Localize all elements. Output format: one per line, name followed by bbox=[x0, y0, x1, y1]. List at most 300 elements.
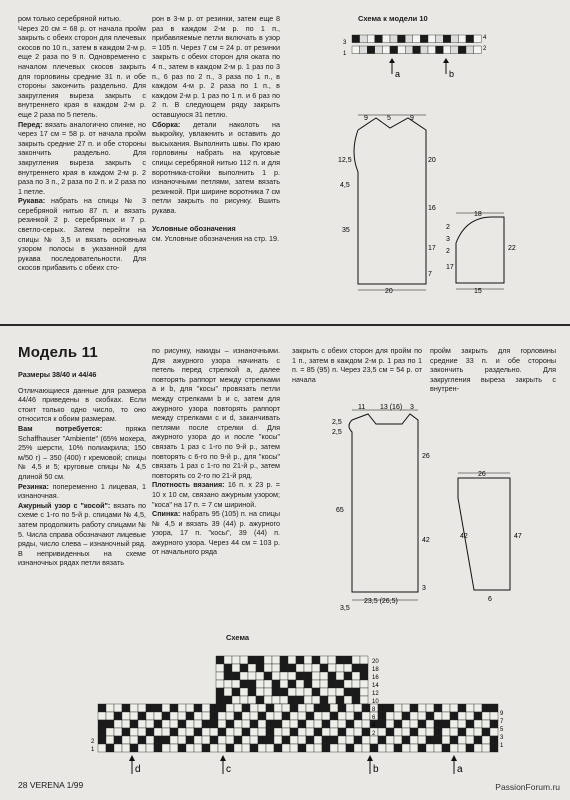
label: Условные обозначения bbox=[152, 224, 236, 234]
label: Ажурный узор с "косой": bbox=[18, 500, 111, 510]
chart-cell bbox=[336, 656, 344, 664]
chart-cell bbox=[474, 720, 482, 728]
dim-label: 2,5 bbox=[332, 429, 342, 436]
section-divider bbox=[0, 324, 570, 326]
chart-cell bbox=[178, 728, 186, 736]
chart-cell bbox=[216, 672, 224, 680]
chart-cell bbox=[482, 712, 490, 720]
label: Спинка: bbox=[152, 509, 181, 519]
chart-cell bbox=[382, 46, 390, 54]
chart-cell bbox=[336, 696, 344, 704]
chart-cell bbox=[354, 736, 362, 744]
chart-cell bbox=[232, 672, 240, 680]
arrow-label: a bbox=[395, 69, 401, 79]
chart-cell bbox=[258, 720, 266, 728]
chart-cell bbox=[354, 704, 362, 712]
chart-cell bbox=[344, 680, 352, 688]
chart-cell bbox=[344, 664, 352, 672]
chart-cell bbox=[482, 728, 490, 736]
chart-cell bbox=[330, 744, 338, 752]
chart-cell bbox=[130, 736, 138, 744]
chart-cell bbox=[146, 728, 154, 736]
chart-cell bbox=[490, 712, 498, 720]
paragraph bbox=[18, 196, 146, 273]
row-label: 9 bbox=[500, 711, 504, 717]
chart-cell bbox=[170, 728, 178, 736]
chart-cell bbox=[402, 720, 410, 728]
chart-cell bbox=[114, 728, 122, 736]
chart-cell bbox=[288, 656, 296, 664]
chart-cell bbox=[413, 46, 421, 54]
chart-cell bbox=[210, 744, 218, 752]
chart-cell bbox=[360, 656, 368, 664]
chart-cell bbox=[314, 712, 322, 720]
chart-cell bbox=[338, 728, 346, 736]
chart-cell bbox=[304, 688, 312, 696]
row-label: 8 bbox=[372, 707, 376, 713]
row-label: 7 bbox=[500, 719, 504, 725]
chart-cell bbox=[420, 46, 428, 54]
chart-cell bbox=[234, 736, 242, 744]
chart-cell bbox=[138, 720, 146, 728]
text: 16 п. х 23 р. = 10 х 10 см, связано ажурным узором; "коса" на 17 п. = 7 см шириной. bbox=[152, 480, 280, 509]
text: набрать на спицы № 3 серебряной нитью 87 п. и вязать резинкой 2 р. серебряных и 7 р. светло-серых. Затем перейти на спицы № 3,5 и вязать основным узором полосы в указанной для рукава последовательности. Для скосов прибавить с обеих сто- bbox=[18, 196, 147, 273]
chart-cell bbox=[330, 736, 338, 744]
chart-cell bbox=[232, 680, 240, 688]
label: Резинка: bbox=[18, 481, 49, 491]
dim-label: 2,5 bbox=[332, 419, 342, 426]
pattern-outline bbox=[349, 414, 418, 592]
chart-cell bbox=[418, 744, 426, 752]
chart-cell bbox=[386, 704, 394, 712]
dim-label: 12,5 bbox=[338, 157, 352, 164]
chart-cell bbox=[210, 728, 218, 736]
chart-cell bbox=[224, 680, 232, 688]
chart-cell bbox=[434, 736, 442, 744]
chart-cell bbox=[298, 704, 306, 712]
chart-cell bbox=[320, 688, 328, 696]
chart-cell bbox=[360, 664, 368, 672]
model10-text-col1 bbox=[18, 14, 146, 273]
chart-cell bbox=[194, 728, 202, 736]
chart-cell bbox=[288, 664, 296, 672]
chart-cell bbox=[346, 720, 354, 728]
chart-cell bbox=[106, 736, 114, 744]
chart-cell bbox=[320, 672, 328, 680]
chart-cell bbox=[362, 728, 370, 736]
chart-cell bbox=[264, 672, 272, 680]
chart-cell bbox=[266, 728, 274, 736]
chart-cell bbox=[346, 712, 354, 720]
chart-cell bbox=[264, 696, 272, 704]
chart-cell bbox=[272, 680, 280, 688]
chart-cell bbox=[330, 712, 338, 720]
chart-cell bbox=[390, 46, 398, 54]
chart-cell bbox=[328, 656, 336, 664]
chart-cell bbox=[298, 720, 306, 728]
chart-cell bbox=[98, 712, 106, 720]
chart-cell bbox=[296, 656, 304, 664]
chart-cell bbox=[458, 720, 466, 728]
chart-cell bbox=[282, 728, 290, 736]
chart-cell bbox=[216, 664, 224, 672]
model11-text-col2 bbox=[152, 346, 280, 557]
chart-cell bbox=[336, 672, 344, 680]
label: Перед: bbox=[18, 119, 43, 129]
chart-cell bbox=[362, 704, 370, 712]
chart-cell bbox=[402, 704, 410, 712]
chart-cell bbox=[162, 744, 170, 752]
chart-cell bbox=[178, 704, 186, 712]
chart-cell bbox=[210, 736, 218, 744]
chart-cell bbox=[306, 712, 314, 720]
chart-cell bbox=[264, 664, 272, 672]
arrow-label: c bbox=[226, 764, 231, 775]
chart-cell bbox=[248, 688, 256, 696]
chart-cell bbox=[354, 712, 362, 720]
chart-cell bbox=[224, 656, 232, 664]
chart-cell bbox=[194, 720, 202, 728]
chart-cell bbox=[218, 720, 226, 728]
chart-cell bbox=[450, 712, 458, 720]
row-label: 18 bbox=[372, 667, 379, 673]
chart-cell bbox=[490, 728, 498, 736]
chart-cell bbox=[346, 744, 354, 752]
chart-cell bbox=[154, 704, 162, 712]
paragraph bbox=[152, 120, 280, 216]
arrow-head bbox=[389, 58, 395, 63]
chart-cell bbox=[322, 736, 330, 744]
chart-cell bbox=[256, 680, 264, 688]
chart-cell bbox=[451, 46, 459, 54]
paragraph bbox=[18, 501, 146, 568]
row-label: 2 bbox=[372, 731, 376, 737]
chart-cell bbox=[304, 680, 312, 688]
chart-cell bbox=[312, 672, 320, 680]
chart-cell bbox=[226, 712, 234, 720]
chart-cell bbox=[312, 696, 320, 704]
arrow-head bbox=[443, 58, 449, 63]
chart-cell bbox=[474, 712, 482, 720]
chart-cell bbox=[122, 704, 130, 712]
sizes: Размеры 38/40 и 44/46 bbox=[18, 370, 97, 379]
chart-cell bbox=[362, 720, 370, 728]
row-label: 1 bbox=[343, 51, 347, 57]
dim-label: 13 (16) bbox=[380, 404, 403, 411]
model10-sleeve-pattern bbox=[444, 205, 524, 297]
dim-label: 9 bbox=[364, 115, 368, 122]
chart-cell bbox=[266, 744, 274, 752]
chart-cell bbox=[360, 672, 368, 680]
pattern-outline bbox=[354, 118, 426, 284]
chart-cell bbox=[186, 744, 194, 752]
chart-cell bbox=[314, 728, 322, 736]
chart-cell bbox=[382, 35, 390, 43]
chart-cell bbox=[320, 696, 328, 704]
chart-cell bbox=[248, 680, 256, 688]
chart-cell bbox=[338, 720, 346, 728]
page-footer: 28 VERENA 1/99 bbox=[18, 780, 84, 790]
chart-cell bbox=[418, 720, 426, 728]
row-label: 4 bbox=[372, 723, 376, 729]
chart-cell bbox=[274, 744, 282, 752]
chart-cell bbox=[482, 704, 490, 712]
model11-body-pattern bbox=[322, 402, 442, 620]
chart-cell bbox=[282, 720, 290, 728]
dim-label: 35 bbox=[342, 227, 350, 234]
chart-cell bbox=[320, 680, 328, 688]
chart-cell bbox=[250, 720, 258, 728]
chart-cell bbox=[170, 712, 178, 720]
chart-cell bbox=[146, 744, 154, 752]
chart-cell bbox=[202, 720, 210, 728]
dim-label: 26 bbox=[478, 471, 486, 478]
chart-cell bbox=[458, 46, 466, 54]
chart-cell bbox=[250, 736, 258, 744]
paragraph: Через 20 см = 68 р. от начала пройм закрыть с обеих сторон для плечевых скосов по 10 п., затем в каждом 2-м р. еще 2 раза по 9 п. Одновременно с началом плечевых скосов закрыть для горловины средние 31 п. и обе стороны закончить раздельно. Для закругления выреза закрыть с внутреннего края в каждом 2-м р. еще 2 раза по 5 петель. bbox=[18, 23, 146, 119]
chart-cell bbox=[146, 736, 154, 744]
chart-cell bbox=[266, 704, 274, 712]
chart-cell bbox=[426, 704, 434, 712]
chart-cell bbox=[256, 672, 264, 680]
chart-cell bbox=[282, 744, 290, 752]
chart-cell bbox=[218, 744, 226, 752]
chart-cell bbox=[314, 736, 322, 744]
chart-cell bbox=[344, 672, 352, 680]
chart-cell bbox=[418, 728, 426, 736]
chart-cell bbox=[490, 720, 498, 728]
dim-label: 2 bbox=[446, 224, 450, 231]
chart-cell bbox=[250, 728, 258, 736]
arrow-label: d bbox=[135, 764, 141, 775]
chart-cell bbox=[322, 712, 330, 720]
chart-cell bbox=[450, 704, 458, 712]
chart-cell bbox=[274, 728, 282, 736]
chart-cell bbox=[226, 736, 234, 744]
chart-cell bbox=[224, 664, 232, 672]
chart-cell bbox=[232, 664, 240, 672]
chart-cell bbox=[386, 744, 394, 752]
chart-cell bbox=[274, 720, 282, 728]
dim-label: 15 bbox=[474, 288, 482, 295]
chart-cell bbox=[162, 720, 170, 728]
chart-cell bbox=[298, 744, 306, 752]
chart-cell bbox=[394, 736, 402, 744]
chart-cell bbox=[248, 656, 256, 664]
chart-cell bbox=[178, 712, 186, 720]
chart-cell bbox=[306, 728, 314, 736]
chart-cell bbox=[186, 704, 194, 712]
paragraph: рон в 3-м р. от резинки, затем еще 8 раз в каждом 2-м р. по 1 п., прибавляемые петли включать в узор = 105 п. Через 7 см = 24 р. от резинки закрыть с обеих сторон для оката по 4 п., затем в каждом 2-м р. 1 раз по 3 п., 6 раз по 2 п., 3 раза по 1 п., в каждом 4-м р. 2 раза по 1 п., в каждом 2-м р. 1 раз по 1 п. и 6 раз по 2 п. В следующем ряду закрыть оставшуюся 31 петлю. bbox=[152, 14, 280, 119]
row-label: 2 bbox=[91, 739, 95, 745]
chart-cell bbox=[202, 728, 210, 736]
chart-cell bbox=[234, 744, 242, 752]
chart-cell bbox=[378, 728, 386, 736]
chart-cell bbox=[226, 720, 234, 728]
chart-cell bbox=[426, 728, 434, 736]
scheme10-title: Схема к модели 10 bbox=[358, 14, 428, 23]
chart-cell bbox=[426, 736, 434, 744]
chart-cell bbox=[458, 704, 466, 712]
chart-cell bbox=[162, 736, 170, 744]
chart-cell bbox=[290, 744, 298, 752]
chart-cell bbox=[240, 688, 248, 696]
chart-cell bbox=[106, 720, 114, 728]
chart-cell bbox=[98, 736, 106, 744]
label: Рукава: bbox=[18, 196, 46, 206]
chart-cell bbox=[418, 704, 426, 712]
chart-cell bbox=[474, 35, 482, 43]
chart-cell bbox=[466, 736, 474, 744]
chart-cell bbox=[466, 728, 474, 736]
chart-cell bbox=[234, 712, 242, 720]
dim-label: 3,5 bbox=[340, 605, 350, 612]
chart-cell bbox=[296, 680, 304, 688]
text: вязать аналогично спинке, но через 17 см = 58 р. от начала пройм закрыть средние 27 п. и обе стороны закончить раздельно. Для закругления выреза закрыть с внутреннего края в каждом 2-м р. 2 раза по 3 п., 2 раза по 2 п. и 2 раза по 1 петле. bbox=[18, 119, 146, 196]
chart-cell bbox=[250, 712, 258, 720]
chart-cell bbox=[216, 680, 224, 688]
chart-cell bbox=[338, 736, 346, 744]
dim-label: 23,5 (26,5) bbox=[364, 598, 398, 605]
chart-cell bbox=[258, 712, 266, 720]
chart-cell bbox=[442, 712, 450, 720]
chart-cell bbox=[272, 672, 280, 680]
chart-cell bbox=[218, 704, 226, 712]
chart-cell bbox=[490, 704, 498, 712]
chart-cell bbox=[202, 744, 210, 752]
chart-cell bbox=[346, 736, 354, 744]
chart-cell bbox=[352, 672, 360, 680]
chart-cell bbox=[402, 736, 410, 744]
chart-cell bbox=[162, 728, 170, 736]
chart-cell bbox=[354, 720, 362, 728]
chart-cell bbox=[336, 664, 344, 672]
chart-cell bbox=[328, 688, 336, 696]
chart-cell bbox=[138, 712, 146, 720]
chart-cell bbox=[186, 720, 194, 728]
chart-cell bbox=[232, 696, 240, 704]
chart-cell bbox=[442, 736, 450, 744]
chart-cell bbox=[367, 35, 375, 43]
chart-cell bbox=[264, 688, 272, 696]
paragraph: закрыть с обеих сторон для пройм по 1 п., затем в каждом 2-м р. 1 раз по 1 п. = 85 (95) п. Через 23,5 см = 54 р. от начала bbox=[292, 346, 422, 384]
chart-cell bbox=[312, 680, 320, 688]
chart-cell bbox=[138, 704, 146, 712]
dim-label: 2 bbox=[446, 248, 450, 255]
chart-cell bbox=[402, 712, 410, 720]
label: Сборка: bbox=[152, 119, 181, 129]
paragraph bbox=[18, 482, 146, 501]
dim-label: 4,5 bbox=[340, 182, 350, 189]
chart-cell bbox=[394, 720, 402, 728]
chart-cell bbox=[138, 736, 146, 744]
chart-cell bbox=[352, 656, 360, 664]
chart-cell bbox=[280, 696, 288, 704]
pattern-outline bbox=[456, 217, 504, 283]
chart-cell bbox=[482, 744, 490, 752]
row-label: 5 bbox=[500, 727, 504, 733]
chart-cell bbox=[304, 664, 312, 672]
chart-cell bbox=[312, 656, 320, 664]
chart-cell bbox=[328, 664, 336, 672]
chart-cell bbox=[98, 728, 106, 736]
chart-cell bbox=[224, 672, 232, 680]
chart-cell bbox=[338, 704, 346, 712]
chart-cell bbox=[210, 712, 218, 720]
chart-cell bbox=[402, 728, 410, 736]
chart-cell bbox=[280, 672, 288, 680]
chart-cell bbox=[344, 656, 352, 664]
dim-label: 16 bbox=[428, 205, 436, 212]
chart-cell bbox=[154, 720, 162, 728]
chart-cell bbox=[418, 712, 426, 720]
chart-cell bbox=[280, 680, 288, 688]
chart-cell bbox=[248, 696, 256, 704]
model11-text-col3 bbox=[292, 346, 422, 384]
chart-cell bbox=[280, 656, 288, 664]
chart-cell bbox=[394, 728, 402, 736]
chart-cell bbox=[234, 728, 242, 736]
row-label: 14 bbox=[372, 683, 379, 689]
chart-cell bbox=[312, 664, 320, 672]
chart-cell bbox=[154, 712, 162, 720]
chart-cell bbox=[280, 664, 288, 672]
chart-cell bbox=[458, 712, 466, 720]
chart-cell bbox=[398, 46, 406, 54]
chart-cell bbox=[106, 744, 114, 752]
chart-cell bbox=[330, 728, 338, 736]
dim-label: 17 bbox=[428, 245, 436, 252]
chart-cell bbox=[336, 680, 344, 688]
scheme10-grid bbox=[340, 30, 490, 80]
chart-cell bbox=[442, 728, 450, 736]
chart-cell bbox=[426, 720, 434, 728]
chart-cell bbox=[122, 720, 130, 728]
chart-cell bbox=[474, 728, 482, 736]
dim-label: 42 bbox=[460, 533, 468, 540]
paragraph bbox=[152, 509, 280, 557]
chart-cell bbox=[482, 736, 490, 744]
chart-cell bbox=[296, 672, 304, 680]
chart-cell bbox=[410, 744, 418, 752]
chart-cell bbox=[304, 656, 312, 664]
chart-cell bbox=[330, 704, 338, 712]
dim-label: 65 bbox=[336, 507, 344, 514]
chart-cell bbox=[186, 736, 194, 744]
chart-cell bbox=[314, 720, 322, 728]
chart-cell bbox=[256, 656, 264, 664]
chart-cell bbox=[314, 704, 322, 712]
chart-cell bbox=[442, 704, 450, 712]
chart-cell bbox=[138, 744, 146, 752]
chart-cell bbox=[398, 35, 406, 43]
paragraph: Отличающиеся данные для размера 44/46 приведены в скобках. Если стоит только одно число, то оно относится к обоим размерам. bbox=[18, 385, 146, 424]
chart-cell bbox=[242, 704, 250, 712]
chart-cell bbox=[375, 35, 383, 43]
chart-cell bbox=[442, 744, 450, 752]
chart-cell bbox=[466, 744, 474, 752]
chart-cell bbox=[224, 696, 232, 704]
chart-cell bbox=[250, 704, 258, 712]
chart-cell bbox=[272, 656, 280, 664]
chart-cell bbox=[354, 728, 362, 736]
chart-cell bbox=[352, 688, 360, 696]
model-title: Модель 11 bbox=[18, 344, 98, 361]
chart-cell bbox=[234, 704, 242, 712]
dim-label: 18 bbox=[474, 211, 482, 218]
chart-cell bbox=[330, 720, 338, 728]
chart-cell bbox=[170, 720, 178, 728]
